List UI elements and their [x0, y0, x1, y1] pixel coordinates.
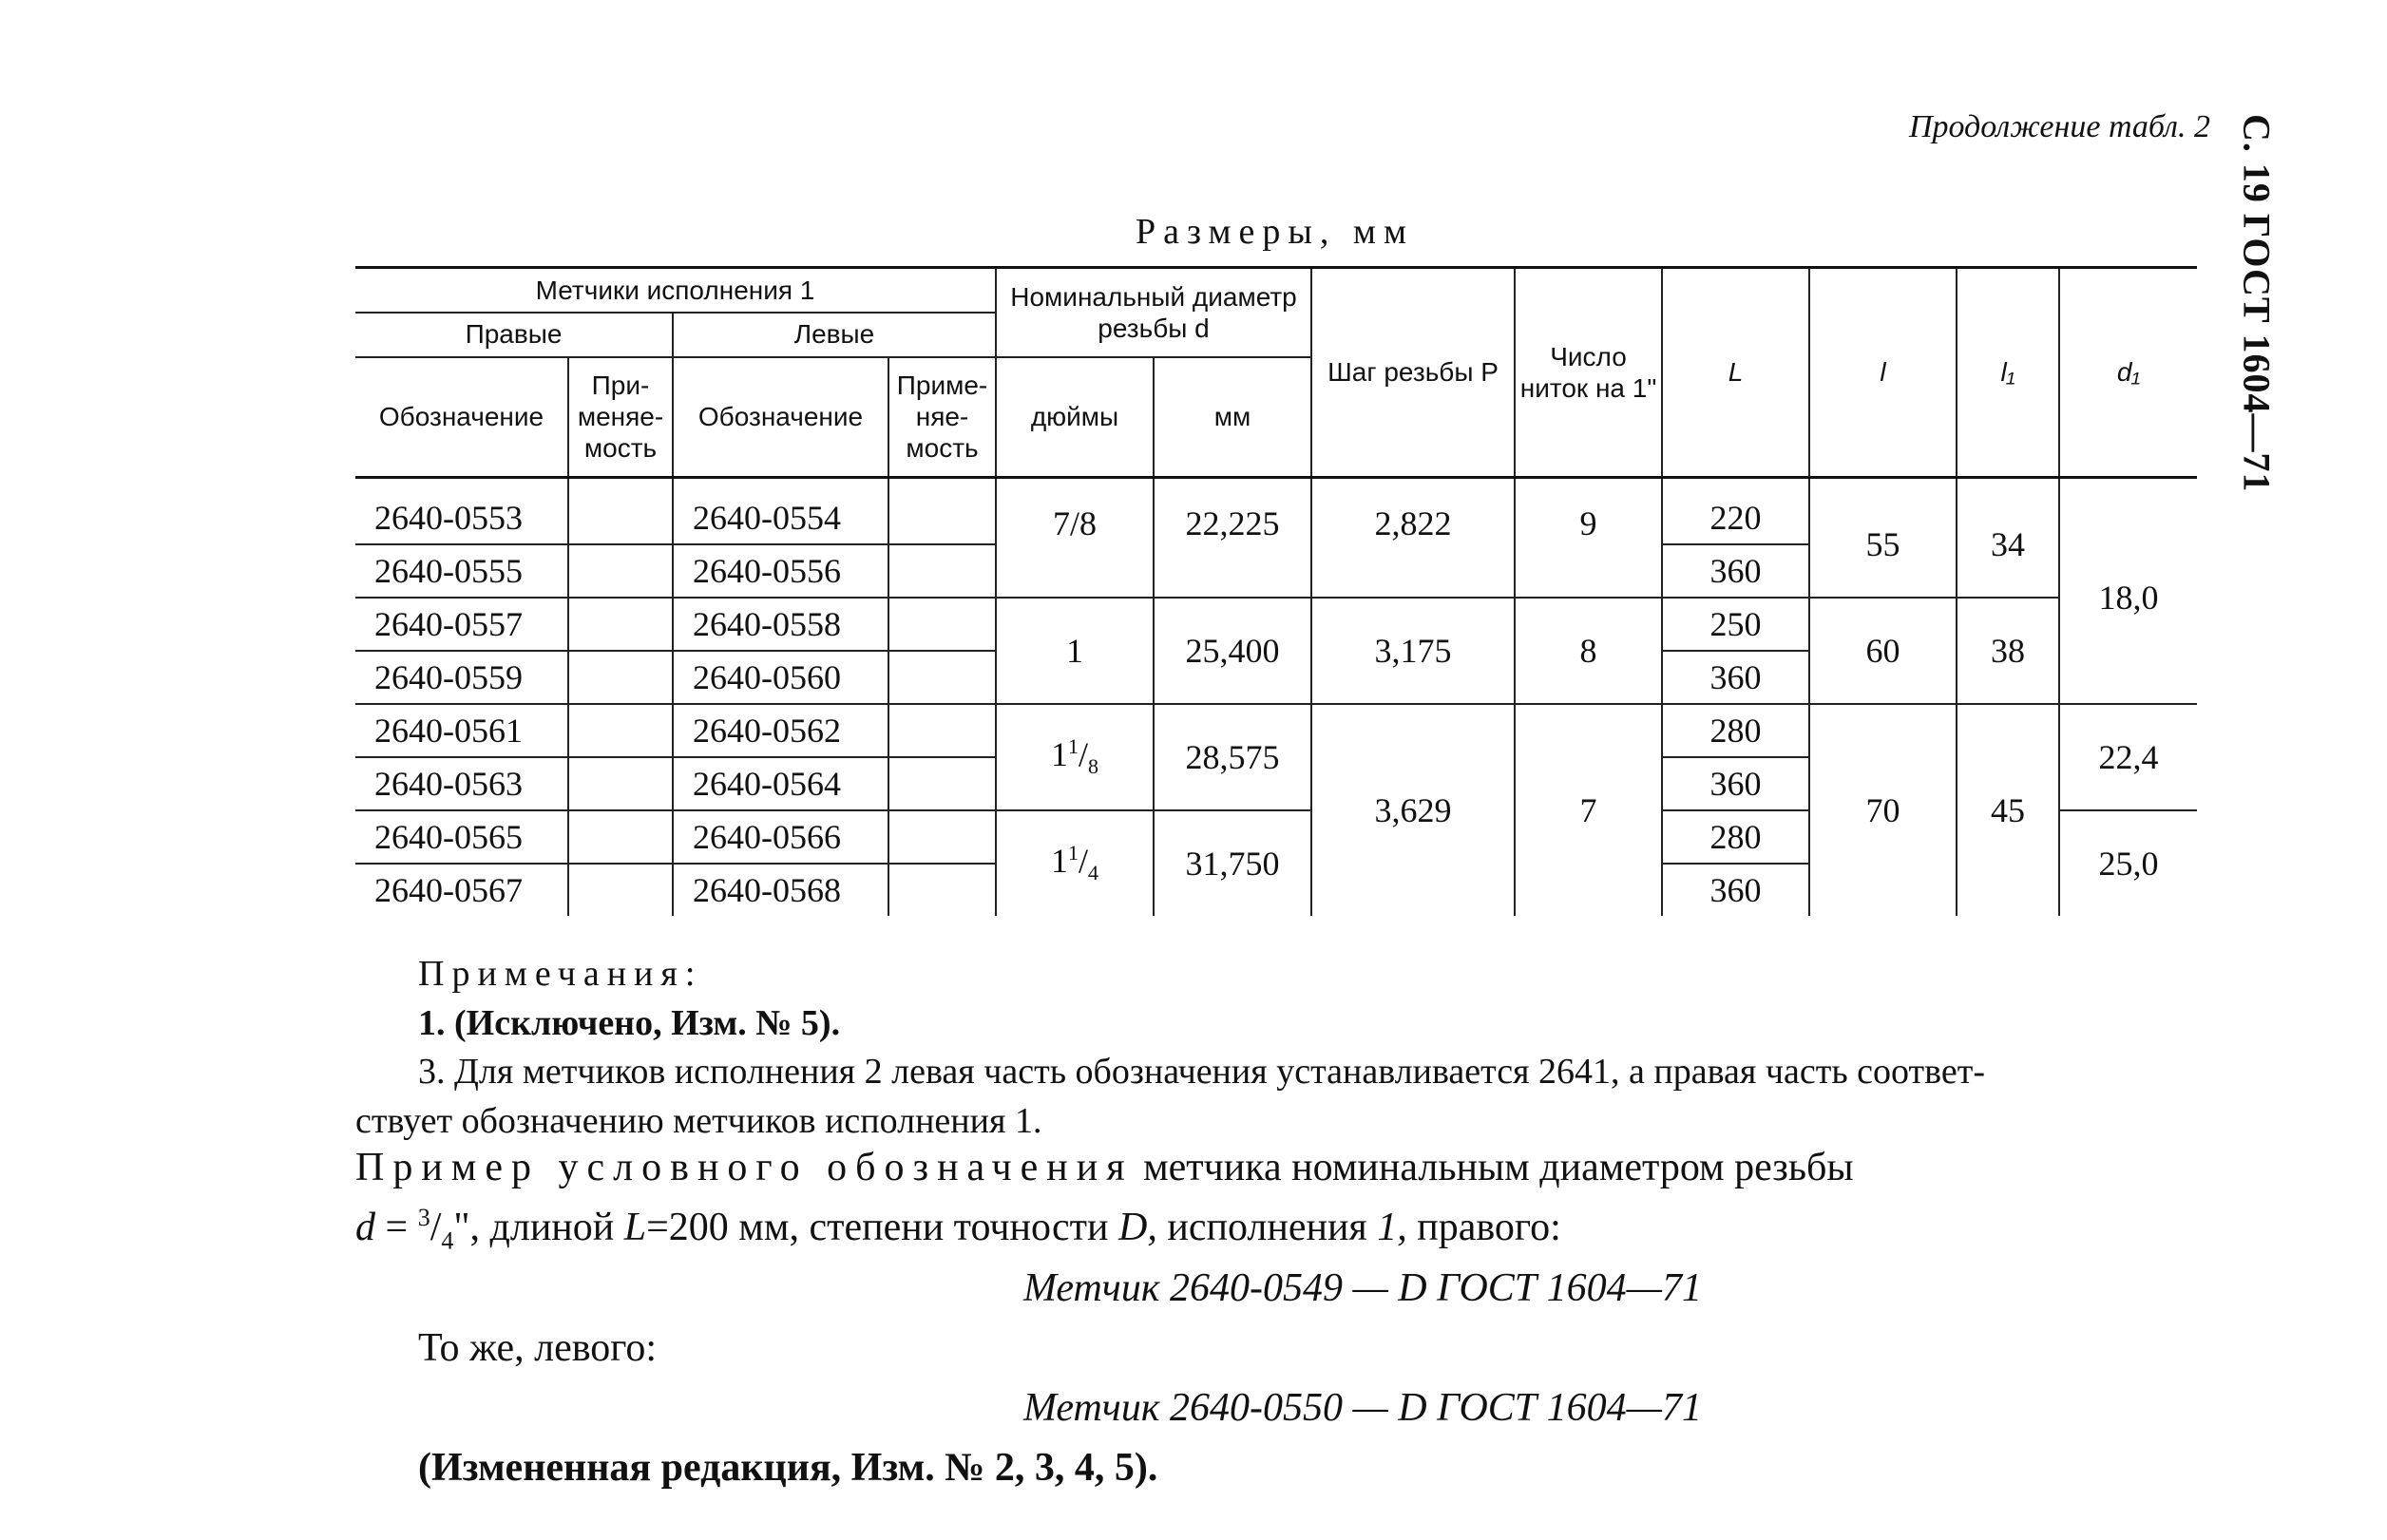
- L-value: 280: [1662, 704, 1809, 757]
- designation-right: 2640-0565: [355, 810, 568, 864]
- threads-value: 7: [1515, 704, 1662, 916]
- fraction-denominator: 4: [441, 1226, 454, 1255]
- applicability-cell: [888, 598, 996, 651]
- header-d1: d₁: [2059, 268, 2197, 478]
- header-applicability-right: При- меняе- мость: [568, 357, 673, 478]
- notes-section: [355, 950, 2205, 1147]
- applicability-cell: [888, 810, 996, 864]
- dimensions-table: [355, 266, 2197, 916]
- page-standard-number: С. 19 ГОСТ 1604—71: [2235, 114, 2279, 493]
- applicability-cell: [568, 598, 673, 651]
- designation-right: 2640-0563: [355, 757, 568, 810]
- equals-sign: =: [375, 1206, 418, 1249]
- note-1: 1. (Исключено, Изм. № 5).: [418, 1002, 841, 1043]
- inches-value: 7/8: [996, 478, 1154, 599]
- table-caption: Размеры, мм: [1136, 212, 1415, 252]
- header-mm: мм: [1154, 357, 1311, 478]
- L-value: 220: [1662, 478, 1809, 545]
- mm-value: 22,225: [1154, 478, 1311, 599]
- revision-note: (Измененная редакция, Изм. № 2, 3, 4, 5).: [418, 1446, 1158, 1491]
- d1-value: 18,0: [2059, 478, 2197, 705]
- designation-left: 2640-0560: [673, 651, 888, 704]
- applicability-cell: [568, 544, 673, 598]
- inches-value: $1^1/_4$: [996, 810, 1154, 916]
- table-continuation-label: Продолжение табл. 2: [1908, 109, 2210, 144]
- designation-left: 2640-0558: [673, 598, 888, 651]
- L-value: 360: [1662, 544, 1809, 598]
- example-line-1: [355, 1138, 2199, 1198]
- l-value: 70: [1809, 704, 1957, 916]
- applicability-cell: [888, 757, 996, 810]
- inches-whole: 1: [1051, 842, 1068, 881]
- l1-value: 34: [1957, 478, 2059, 599]
- threads-value: 8: [1515, 598, 1662, 704]
- header-applicability-left: Приме- няе- мость: [888, 357, 996, 478]
- pitch-value: 2,822: [1311, 478, 1515, 599]
- designation-left: 2640-0566: [673, 810, 888, 864]
- note-3-line-1: 3. Для метчиков исполнения 2 левая часть обозначения устанавливается 2641, а правая часть соответ-: [418, 1052, 1985, 1093]
- inches-denominator: 4: [1088, 861, 1099, 885]
- same-left-label: То же, левого:: [418, 1326, 658, 1371]
- designation-right: 2640-0559: [355, 651, 568, 704]
- table-header: [355, 268, 2197, 478]
- header-inches: дюймы: [996, 357, 1154, 478]
- designation-example: [355, 1138, 2199, 1498]
- d1-value: 22,4: [2059, 704, 2197, 810]
- execution-label: исполнения: [1156, 1206, 1378, 1249]
- header-designation-right: Обозначение: [355, 357, 568, 478]
- table-row: [355, 478, 2197, 545]
- applicability-cell: [568, 757, 673, 810]
- table-row: [355, 704, 2197, 757]
- applicability-cell: [888, 704, 996, 757]
- length-value: =200 мм, степени точности: [646, 1206, 1119, 1249]
- table-body: [355, 478, 2197, 917]
- fraction-numerator: 3: [417, 1204, 430, 1231]
- inches-value: 1: [996, 598, 1154, 704]
- designation-left: 2640-0564: [673, 757, 888, 810]
- designation-left: 2640-0568: [673, 864, 888, 916]
- mark-left-tap: Метчик 2640-0550 — D ГОСТ 1604—71: [1022, 1386, 1703, 1431]
- threads-value: 9: [1515, 478, 1662, 599]
- inches-numerator: 1: [1068, 734, 1079, 759]
- example-end: правого:: [1406, 1206, 1561, 1249]
- example-heading: Пример условного обозначения: [355, 1146, 1134, 1189]
- L-value: 360: [1662, 651, 1809, 704]
- inches-numerator: 1: [1068, 841, 1079, 865]
- d-symbol: d: [355, 1206, 375, 1249]
- applicability-cell: [888, 544, 996, 598]
- header-l: l: [1809, 268, 1957, 478]
- mm-value: 28,575: [1154, 704, 1311, 810]
- l-value: 60: [1809, 598, 1957, 704]
- applicability-cell: [568, 478, 673, 545]
- applicability-cell: [888, 864, 996, 916]
- designation-right: 2640-0561: [355, 704, 568, 757]
- applicability-cell: [568, 651, 673, 704]
- header-nominal-diameter-text: Номинальный диаметр резьбы d: [1010, 281, 1297, 343]
- header-right: Правые: [355, 313, 673, 357]
- L-value: 250: [1662, 598, 1809, 651]
- inches-denominator: 8: [1088, 754, 1099, 779]
- mark-right-tap: Метчик 2640-0549 — D ГОСТ 1604—71: [1022, 1266, 1703, 1311]
- L-value: 360: [1662, 757, 1809, 810]
- L-symbol: L: [623, 1206, 647, 1249]
- execution-number: 1,: [1377, 1206, 1407, 1249]
- designation-left: 2640-0556: [673, 544, 888, 598]
- header-design1: Метчики исполнения 1: [355, 268, 996, 313]
- designation-right: 2640-0555: [355, 544, 568, 598]
- applicability-cell: [888, 651, 996, 704]
- pitch-value: 3,175: [1311, 598, 1515, 704]
- header-pitch: Шаг резьбы P: [1311, 268, 1515, 478]
- header-threads: Число ниток на 1": [1515, 268, 1662, 478]
- l-value: 55: [1809, 478, 1957, 599]
- mm-value: 25,400: [1154, 598, 1311, 704]
- designation-right: 2640-0567: [355, 864, 568, 916]
- applicability-cell: [568, 810, 673, 864]
- L-value: 280: [1662, 810, 1809, 864]
- example-line-2: $d = ^3/_4$", длиной L=200 мм, степени точности D, исполнения 1, правого:: [355, 1204, 1561, 1255]
- applicability-cell: [888, 478, 996, 545]
- l1-value: 45: [1957, 704, 2059, 916]
- l1-value: 38: [1957, 598, 2059, 704]
- header-l1: l₁: [1957, 268, 2059, 478]
- designation-right: 2640-0557: [355, 598, 568, 651]
- designation-right: 2640-0553: [355, 478, 568, 545]
- note-3-line-2: ствует обозначению метчиков исполнения 1.: [355, 1101, 1042, 1142]
- notes-heading: Примечания:: [418, 954, 703, 994]
- inches-value: $1^1/_8$: [996, 704, 1154, 810]
- designation-left: 2640-0562: [673, 704, 888, 757]
- designation-left: 2640-0554: [673, 478, 888, 545]
- accuracy-symbol: D,: [1118, 1206, 1157, 1249]
- table-row: [355, 598, 2197, 651]
- example-heading-rest: метчика номинальным диаметром резьбы: [1133, 1146, 1854, 1189]
- header-designation-left: Обозначение: [673, 357, 888, 478]
- length-label: ", длиной: [453, 1206, 624, 1249]
- header-L: L: [1662, 268, 1809, 478]
- header-nominal-diameter: [996, 268, 1311, 357]
- applicability-cell: [568, 704, 673, 757]
- inches-whole: 1: [1051, 735, 1068, 774]
- L-value: 360: [1662, 864, 1809, 916]
- header-left: Левые: [673, 313, 996, 357]
- mm-value: 31,750: [1154, 810, 1311, 916]
- applicability-cell: [568, 864, 673, 916]
- pitch-value: 3,629: [1311, 704, 1515, 916]
- side-page-title: [2228, 114, 2285, 513]
- d1-value: 25,0: [2059, 810, 2197, 916]
